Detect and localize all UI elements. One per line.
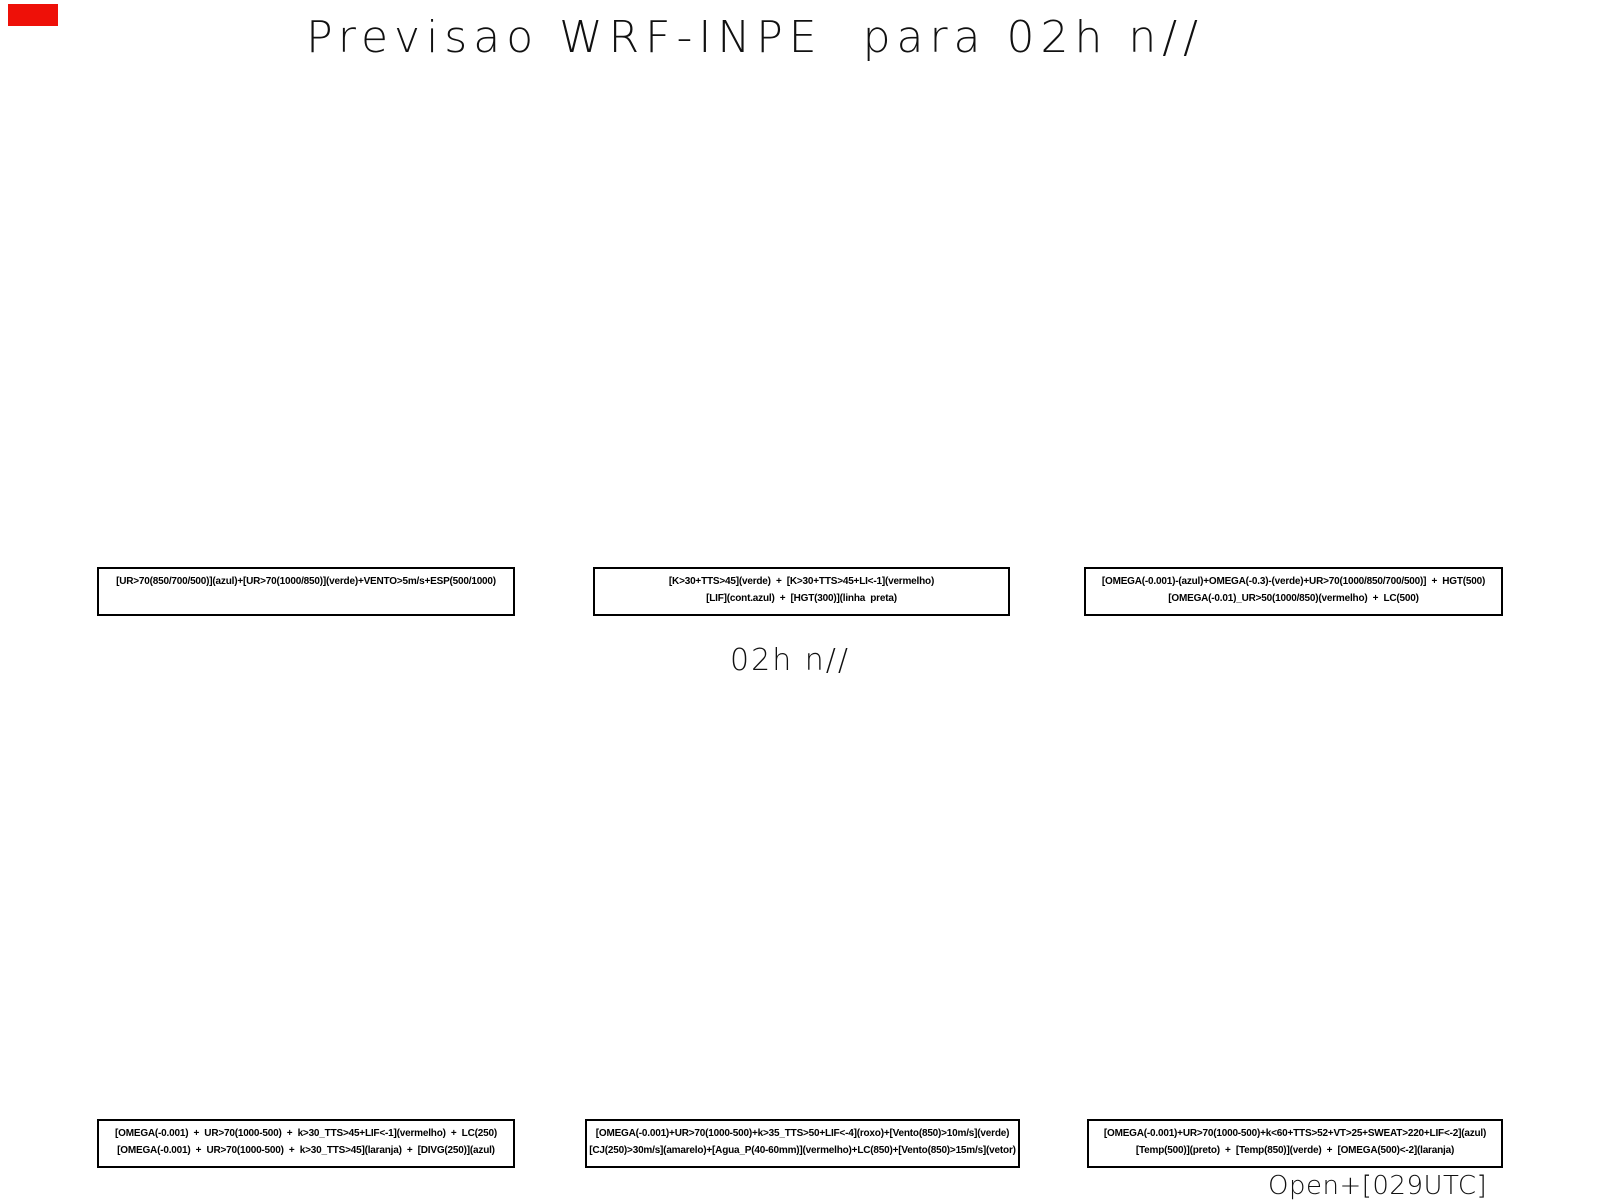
legend-box-6-line-1: [OMEGA(-0.001)+UR>70(1000-500)+k<60+TTS>52+VT>25+SWEAT>220+LIF<-2](azul) [1103, 1128, 1487, 1139]
legend-box-3-line-2: [OMEGA(-0.01)_UR>50(1000/850)(vermelho) + LC(500) [1168, 593, 1419, 604]
legend-box-2-line-1: [K>30+TTS>45](verde) + [K>30+TTS>45+LI<-1](vermelho) [668, 576, 935, 587]
legend-box-3-line-1: [OMEGA(-0.001)-(azul)+OMEGA(-0.3)-(verde)+UR>70(1000/850/700/500)] + HGT(500) [1101, 576, 1486, 587]
open-utc-link[interactable]: Open+[029UTC] [1268, 1171, 1488, 1200]
legend-box-4[interactable] [97, 1119, 515, 1168]
legend-box-6[interactable] [1087, 1119, 1503, 1168]
legend-box-5[interactable] [585, 1119, 1020, 1168]
legend-box-5-line-2: [CJ(250)>30m/s](amarelo)+[Agua_P(40-60mm)](vermelho)+LC(850)+[Vento(850)>15m/s](vetor) [589, 1145, 1016, 1156]
legend-box-5-line-1: [OMEGA(-0.001)+UR>70(1000-500)+k>35_TTS>50+LIF<-4](roxo)+[Vento(850)>10m/s](verde) [595, 1128, 1010, 1139]
legend-box-4-line-2: [OMEGA(-0.001) + UR>70(1000-500) + k>30_TTS>45](laranja) + [DIVG(250)](azul) [117, 1145, 495, 1156]
legend-box-6-line-2: [Temp(500)](preto) + [Temp(850)](verde) + [OMEGA(500)<-2](laranja) [1135, 1145, 1455, 1156]
legend-box-4-line-1: [OMEGA(-0.001) + UR>70(1000-500) + k>30_TTS>45+LIF<-1](vermelho) + LC(250) [115, 1128, 497, 1139]
legend-box-2-line-2: [LIF](cont.azul) + [HGT(300)](linha preta) [706, 593, 897, 604]
legend-box-3[interactable] [1084, 567, 1503, 616]
legend-box-2[interactable] [593, 567, 1010, 616]
page-title: Previsao WRF-INPE para 02h n// [306, 12, 1204, 63]
forecast-hour-label: 02h n// [730, 643, 850, 678]
legend-box-1[interactable] [97, 567, 515, 616]
legend-box-1-line-1: [UR>70(850/700/500)](azul)+[UR>70(1000/850)](verde)+VENTO>5m/s+ESP(500/1000) [116, 576, 496, 587]
